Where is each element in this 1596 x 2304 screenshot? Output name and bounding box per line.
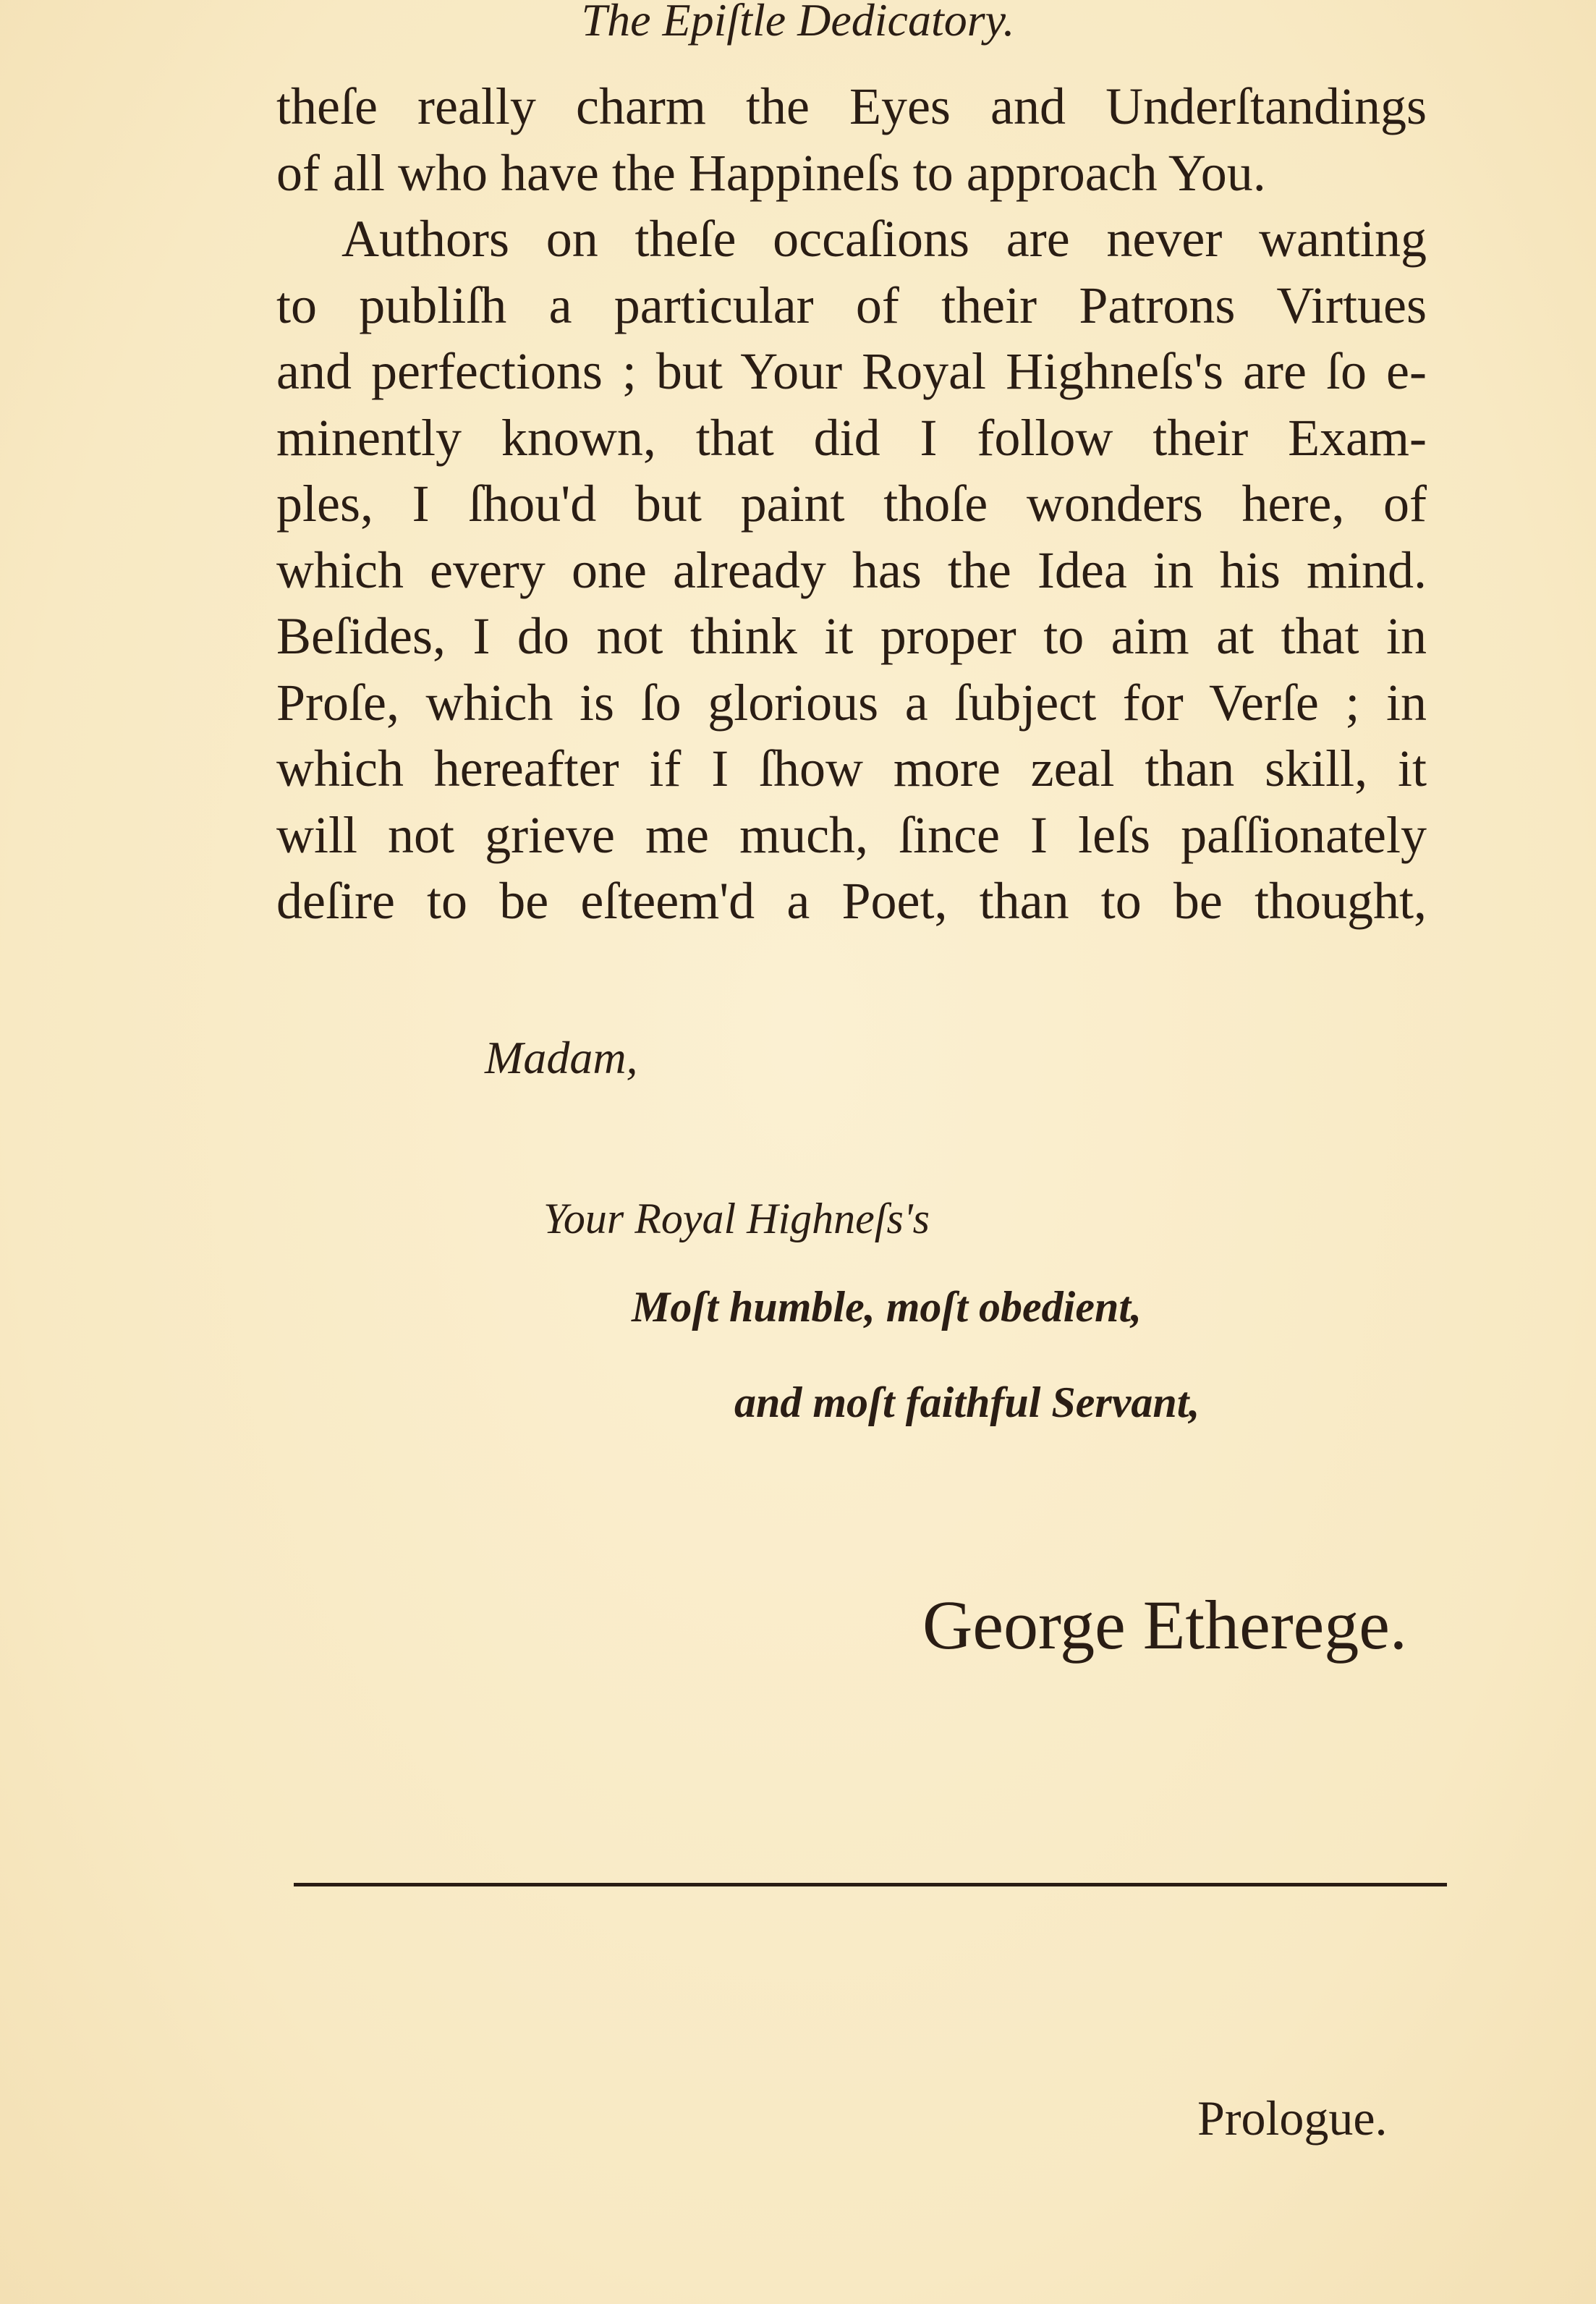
text-line: Beſides, I do not think it proper to aim at that in	[276, 607, 1427, 665]
text-line: minently known, that did I follow their Exam-	[276, 408, 1427, 467]
text-line: and perfections ; but Your Royal Highneſs's are ſo e-	[276, 342, 1427, 400]
closing-line-2: Moſt humble, moſt obedient,	[632, 1283, 1142, 1331]
signature: George Etherege.	[922, 1586, 1407, 1664]
text-line: which every one already has the Idea in his mind.	[276, 541, 1427, 599]
dedication-body	[276, 74, 1427, 935]
catchword: Prologue.	[1197, 2091, 1388, 2146]
closing-line-3: and moſt faithful Servant,	[734, 1378, 1200, 1426]
text-line: deſire to be eſteem'd a Poet, than to be thought,	[276, 872, 1427, 930]
text-line: which hereafter if I ſhow more zeal than skill, it	[276, 740, 1427, 797]
text-line: will not grieve me much, ſince I leſs paſſionately	[276, 805, 1427, 864]
text-line: Authors on theſe occaſions are never wanting	[341, 210, 1427, 268]
horizontal-rule	[294, 1883, 1447, 1886]
text-line: ples, I ſhou'd but paint thoſe wonders here, of	[276, 475, 1427, 533]
running-header: The Epiſtle Dedicatory.	[581, 0, 1015, 46]
salutation: Madam,	[485, 1032, 638, 1083]
closing-line-1: Your Royal Highneſs's	[543, 1195, 930, 1242]
text-line: Proſe, which is ſo glorious a ſubject for Verſe ; in	[276, 673, 1427, 732]
text-line: to publiſh a particular of their Patrons Virtues	[276, 276, 1427, 334]
text-line: of all who have the Happineſs to approach You.	[276, 143, 1266, 202]
text-line: theſe really charm the Eyes and Underſtandings	[276, 77, 1427, 135]
